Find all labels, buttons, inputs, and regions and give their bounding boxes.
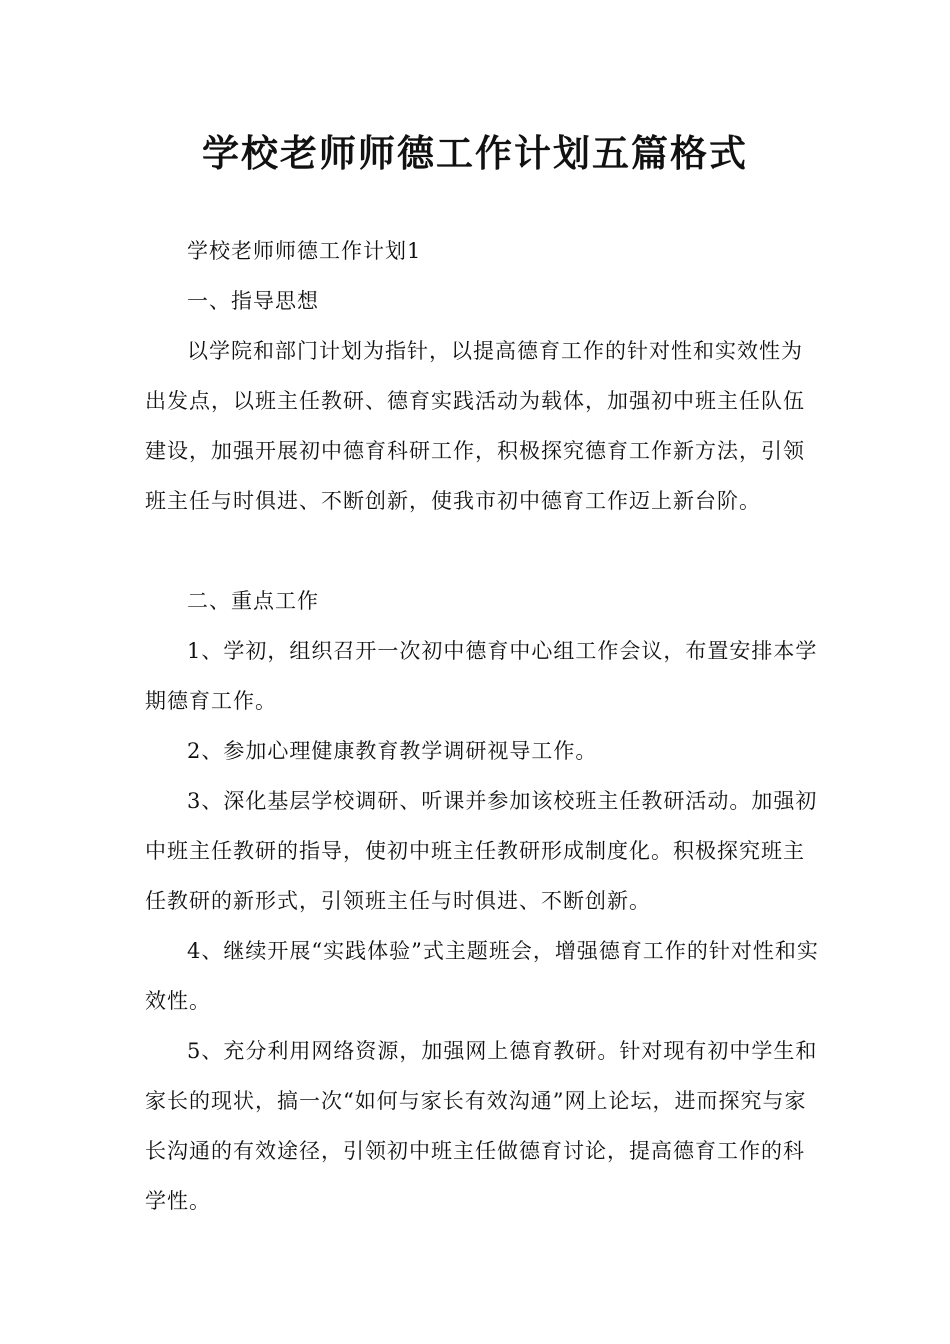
section-heading-key-work: 二、重点工作 (187, 589, 319, 613)
list-item-key-work-4: 4、继续开展“实践体验”式主题班会，增强德育工作的针对性和实效性。 (145, 939, 819, 1013)
list-item-key-work-1: 1、学初，组织召开一次初中德育中心组工作会议，布置安排本学期德育工作。 (145, 639, 818, 713)
document-title: 学校老师师德工作计划五篇格式 (202, 132, 748, 175)
list-item-key-work-3: 3、深化基层学校调研、听课并参加该校班主任教研活动。加强初中班主任教研的指导，使初中班主任教研形成制度化。积极探究班主任教研的新形式，引领班主任与时俱进、不断创新。 (145, 789, 818, 913)
document-body (145, 226, 819, 1226)
list-item-key-work-2: 2、参加心理健康教育教学调研视导工作。 (187, 739, 598, 763)
list-item-key-work-5: 5、充分利用网络资源，加强网上德育教研。针对现有初中学生和家长的现状，搞一次“如何与家长有效沟通”网上论坛，进而探究与家长沟通的有效途径，引领初中班主任做德育讨论，提高德育工作的科学性。 (145, 1039, 818, 1213)
paragraph-guiding-ideology: 以学院和部门计划为指针，以提高德育工作的针对性和实效性为出发点，以班主任教研、德育实践活动为载体，加强初中班主任队伍建设，加强开展初中德育科研工作，积极探究德育工作新方法，引领班主任与时俱进、不断创新，使我市初中德育工作迈上新台阶。 (145, 339, 805, 513)
section-heading-guiding-ideology: 一、指导思想 (187, 289, 319, 313)
section-heading-plan-1: 学校老师师德工作计划1 (187, 239, 422, 263)
